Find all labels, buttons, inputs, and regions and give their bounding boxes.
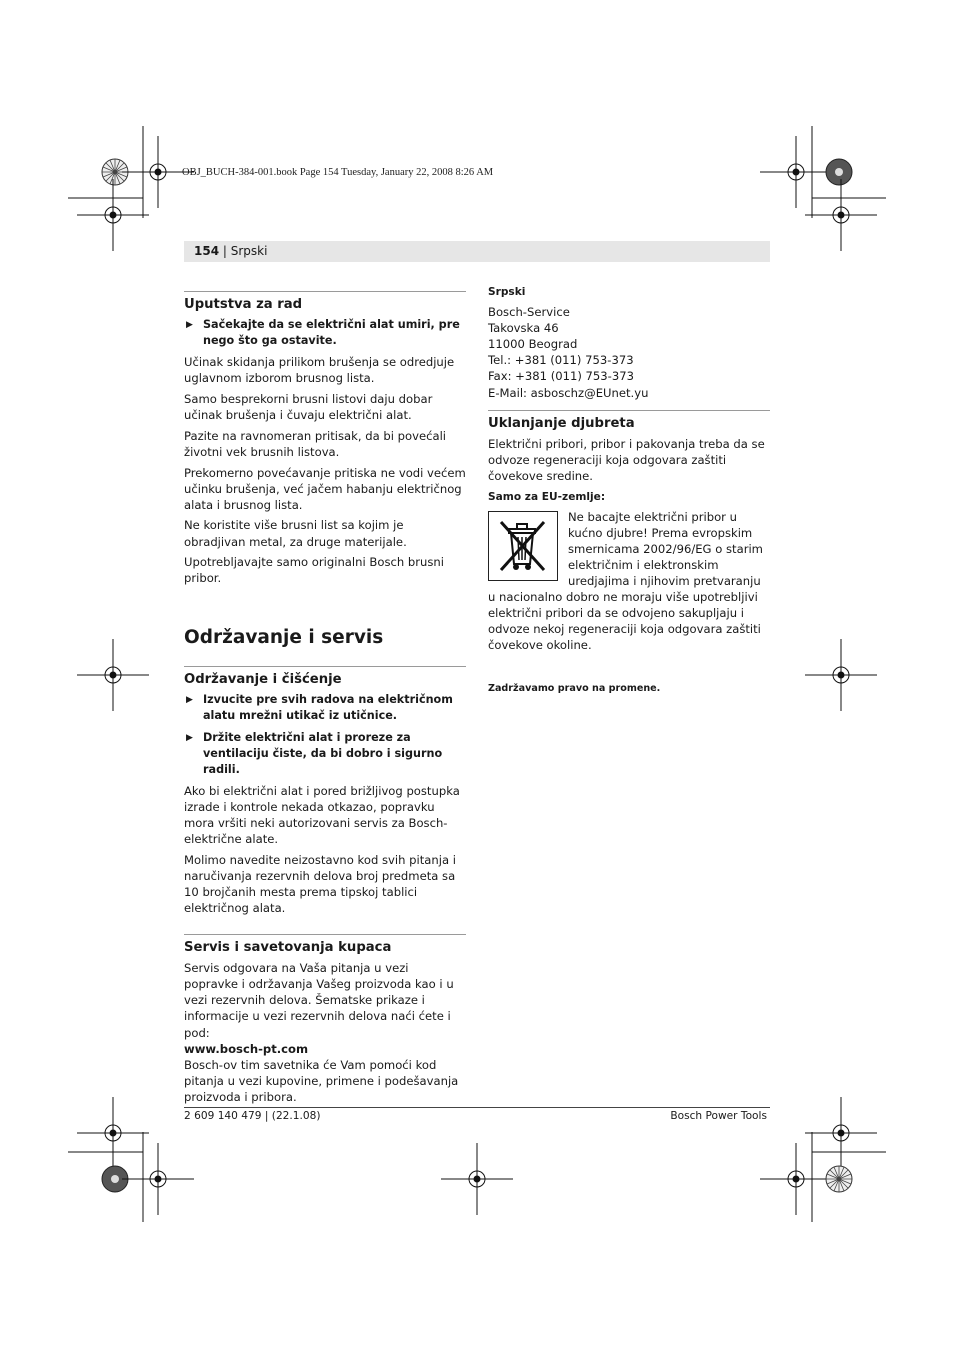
instruction-bullet: ▶ Sačekajte da se električni alat umiri, pre nego što ga ostavite. [186, 318, 460, 348]
paragraph: Molimo navedite neizostavno kod svih pitanja i naručivanja rezervnih delova broj predmeta sa 10 brojčanih mesta prema tipskoj tablici električnog alata. [184, 852, 456, 916]
paragraph: Električni pribori, pribor i pakovanja treba da se odvoze regeneraciji koja odgovara zaštiti čovekove sredine. [488, 436, 765, 483]
section-rule [184, 291, 466, 292]
address-line: Bosch-Service [488, 305, 570, 320]
section-rule [488, 410, 770, 411]
footer-document-number: 2 609 140 479 | (22.1.08) [184, 1110, 321, 1122]
page-header-bar [184, 241, 770, 262]
section-title-uklanjanje: Uklanjanje djubreta [488, 415, 635, 431]
paragraph: Ne bacajte električni pribor u kućno djubre! Prema evropskim smernicama 2002/96/EG o starim električnim i elektronskim uredjajima i njihovim pretvaranju u nacionalno dobro ne moraju više upotrebljivi električni pribori da se odvojeno sakupljaju i odvoze nekoj regeneraciji koja odgovara zaštiti čovekove okoline. [488, 509, 763, 653]
section-rule [184, 934, 466, 935]
print-header: OBJ_BUCH-384-001.book Page 154 Tuesday, January 22, 2008 8:26 AM [182, 167, 494, 178]
address-line: Takovska 46 [488, 321, 559, 336]
service-address [488, 304, 770, 401]
instruction-bullet: ▶ Držite električni alat i proreze za ventilaciju čiste, da bi dobro i sigurno radili. [186, 730, 443, 776]
left-column [184, 291, 466, 1105]
footer-brand: Bosch Power Tools [670, 1110, 767, 1122]
eu-disposal-block [488, 509, 770, 654]
page-number: 154 [194, 244, 220, 258]
page-separator: | [219, 244, 231, 258]
paragraph: Servis odgovara na Vaša pitanja u vezi popravke i održavanja Vašeg proizvoda kao i u vezi rezervnih delova. Šematske prikaze i informacije u vezi rezervnih delova naći ćete i pod: www.bosch-pt.com Bosch-ov tim savetnika će Vam pomoći kod pitanja u vezi kupovine, primene i podešavanja proizvoda i pribora. [184, 961, 459, 1104]
address-line: E-Mail: asboschz@EUnet.yu [488, 385, 649, 400]
section-rule [184, 666, 466, 667]
paragraph: Ako bi električni alat i pored brižljivog postupka izrade i kontrole nekada otkazao, popravku mora vršiti neki autorizovani servis za Bosch-električne alate. [184, 783, 460, 847]
bullet-arrow-icon: ▶ [186, 732, 193, 743]
page-language: Srpski [230, 244, 268, 258]
disclaimer: Zadržavamo pravo na promene. [488, 683, 661, 695]
footer-rule [184, 1107, 770, 1108]
paragraph: Prekomerno povećavanje pritiska ne vodi većem učinku brušenja, već jačem habanju električnog alata i brusnog lista. [184, 465, 466, 512]
bullet-arrow-icon: ▶ [186, 320, 193, 330]
paragraph: Samo besprekorni brusni listovi daju dobar učinak brušenja i čuvaju električni alat. [184, 391, 433, 423]
address-line: 11000 Beograd [488, 337, 578, 352]
right-column [488, 284, 770, 698]
website-link[interactable]: www.bosch-pt.com [184, 1041, 309, 1056]
paragraph: Ne koristite više brusni list sa kojim je obradjivan metal, za druge materijale. [184, 518, 407, 549]
paragraph: Upotrebljavajte samo originalni Bosch brusni pribor. [184, 555, 444, 586]
country-label: Srpski [488, 286, 526, 298]
bullet-arrow-icon: ▶ [186, 695, 193, 706]
section-title-uputstva: Uputstva za rad [184, 297, 303, 312]
eu-label: Samo za EU-zemlje: [488, 490, 606, 503]
paragraph: Pazite na ravnomeran pritisak, da bi povećali životni vek brusnih listova. [184, 428, 447, 459]
section-title-servis: Servis i savetovanja kupaca [184, 940, 392, 956]
instruction-bullet: ▶ Izvucite pre svih radova na električnom alatu mrežni utikač iz utičnice. [186, 693, 453, 723]
address-line: Fax: +381 (011) 753-373 [488, 369, 634, 384]
section-title-ciscenje: Održavanje i čišćenje [184, 672, 342, 688]
address-line: Tel.: +381 (011) 753-373 [488, 353, 634, 368]
paragraph: Učinak skidanja prilikom brušenja se odredjuje uglavnom izborom brusnog lista. [184, 355, 455, 386]
weee-crossed-bin-icon [488, 511, 558, 581]
chapter-title: Održavanje i servis [184, 627, 384, 649]
